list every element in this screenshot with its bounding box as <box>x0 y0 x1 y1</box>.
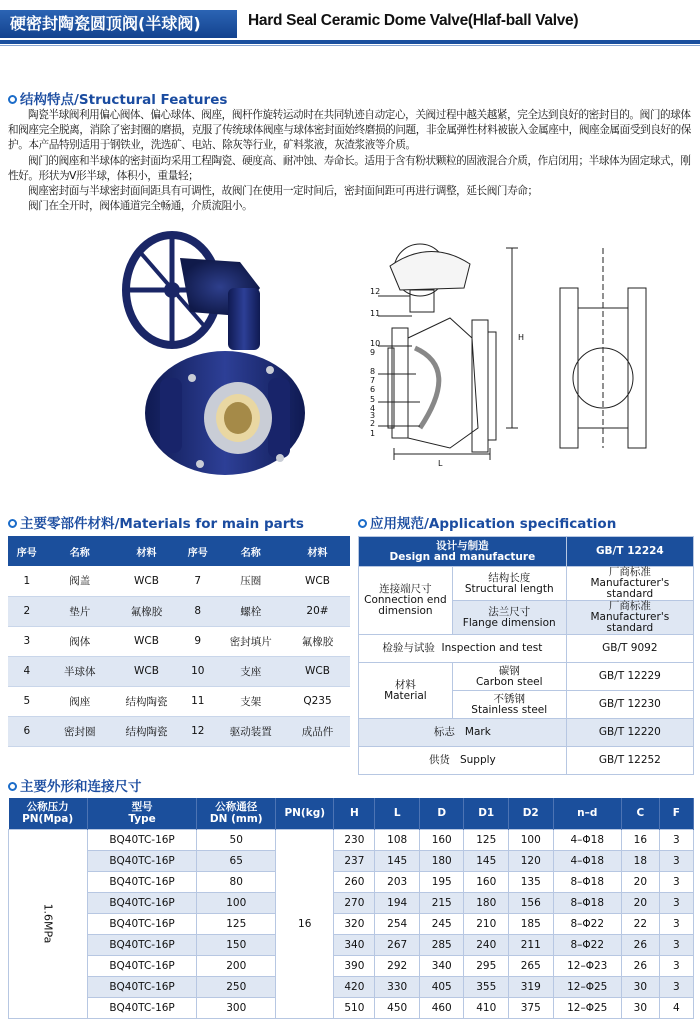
features-paragraph: 陶瓷半球阀利用偏心阀体、偏心球体、阀座，阀杆作旋转运动时在共同轨迹自动定心，关阀过程中越关越紧，完全达到良好的密封目的。阀门的球体和阀座完全脱离，消除了密封圈的磨损，克服了传统球体阀座与球体密封面始终磨损的问题，非金属弹性材料被嵌入金属座中，阀座金属面受到良好的保护。本产品特别适用于钢铁业，洗选矿、电站、除灰等行业，矿料浆液，灰渣浆液等介质。 <box>8 109 691 152</box>
table-cell: Q235 <box>285 686 350 716</box>
table-cell: 211 <box>508 934 553 955</box>
table-cell: 8–Φ22 <box>553 934 622 955</box>
table-cell: 26 <box>622 956 660 977</box>
table-cell: 4–Φ18 <box>553 850 622 871</box>
table-cell: 180 <box>419 850 464 871</box>
table-cell: 355 <box>464 977 509 998</box>
valve-drawing <box>360 228 690 468</box>
table-cell: 成品件 <box>285 716 350 746</box>
table-cell: 180 <box>464 892 509 913</box>
table-cell: 510 <box>334 998 375 1019</box>
table-cell: 108 <box>375 829 420 850</box>
table-header: n–d <box>553 798 622 829</box>
table-cell: WCB <box>114 656 179 686</box>
table-row <box>8 716 350 746</box>
table-cell: BQ40TC-16P <box>87 850 197 871</box>
table-cell: 标志 Mark <box>359 719 567 747</box>
table-cell: 阀体 <box>46 626 114 656</box>
table-cell: 30 <box>622 998 660 1019</box>
table-cell: 20 <box>622 892 660 913</box>
table-row <box>9 934 694 955</box>
table-row <box>359 537 694 567</box>
features-paragraph: 阀门在全开时，阀体通道完全畅通，介质流阻小。 <box>28 200 253 213</box>
drawing-label: 3 <box>370 411 376 420</box>
table-cell: 230 <box>334 829 375 850</box>
table-cell: 8–Φ18 <box>553 892 622 913</box>
table-cell: 4–Φ18 <box>553 829 622 850</box>
table-row <box>359 567 694 601</box>
table-cell: 碳钢 Carbon steel <box>452 663 566 691</box>
table-header: D <box>419 798 464 829</box>
table-cell: 厂商标准 Manufacturer's standard <box>566 601 693 635</box>
table-header: 设计与制造 Design and manufacture <box>359 537 567 567</box>
table-cell: 螺栓 <box>217 596 285 626</box>
table-cell: 265 <box>508 956 553 977</box>
table-cell: 160 <box>419 829 464 850</box>
table-cell: 200 <box>197 956 276 977</box>
table-cell: BQ40TC-16P <box>87 998 197 1019</box>
bullet-icon <box>8 95 17 104</box>
page-header <box>0 0 700 50</box>
table-cell: 80 <box>197 871 276 892</box>
table-cell: 11 <box>179 686 217 716</box>
table-cell: 65 <box>197 850 276 871</box>
table-header: 名称 <box>217 536 285 566</box>
table-cell: 驱动装置 <box>217 716 285 746</box>
table-cell: 8–Φ18 <box>553 871 622 892</box>
table-cell: 215 <box>419 892 464 913</box>
table-cell: 半球体 <box>46 656 114 686</box>
drawing-label: 2 <box>370 419 376 428</box>
table-cell: 连接端尺寸 Connection end dimension <box>359 567 453 635</box>
table-header-row <box>9 798 694 829</box>
table-cell: 100 <box>197 892 276 913</box>
drawing-label: 8 <box>370 367 376 376</box>
table-cell: 26 <box>622 934 660 955</box>
table-cell: 密封填片 <box>217 626 285 656</box>
table-cell: 20# <box>285 596 350 626</box>
table-row <box>8 596 350 626</box>
table-header: 材料 <box>285 536 350 566</box>
table-header: 名称 <box>46 536 114 566</box>
table-cell: 9 <box>179 626 217 656</box>
table-row <box>9 829 694 850</box>
table-cell: 不锈钢 Stainless steel <box>452 691 566 719</box>
table-row <box>9 850 694 871</box>
table-cell: 3 <box>659 977 693 998</box>
table-row <box>359 663 694 691</box>
table-row <box>8 566 350 596</box>
table-cell: 194 <box>375 892 420 913</box>
table-cell: 压圈 <box>217 566 285 596</box>
table-cell: 垫片 <box>46 596 114 626</box>
table-cell: 4 <box>659 998 693 1019</box>
table-cell: 260 <box>334 871 375 892</box>
table-cell: 320 <box>334 913 375 934</box>
table-cell: GB/T 12230 <box>566 691 693 719</box>
pressure-cell: 1.6MPa <box>9 829 88 1019</box>
drawing-label: 6 <box>370 385 376 394</box>
table-cell: WCB <box>114 566 179 596</box>
table-cell: 319 <box>508 977 553 998</box>
table-row <box>9 871 694 892</box>
table-cell: 50 <box>197 829 276 850</box>
table-cell: 330 <box>375 977 420 998</box>
table-cell: 145 <box>375 850 420 871</box>
table-cell: 3 <box>8 626 46 656</box>
table-header: 序号 <box>8 536 46 566</box>
application-section-title: 应用规范/Application specification <box>358 512 616 532</box>
table-cell: 210 <box>464 913 509 934</box>
table-cell: 6 <box>8 716 46 746</box>
table-cell: 125 <box>197 913 276 934</box>
table-cell: 3 <box>659 829 693 850</box>
table-cell: 2 <box>8 596 46 626</box>
drawing-label: 9 <box>370 348 376 357</box>
header-rule <box>0 40 700 44</box>
table-cell: BQ40TC-16P <box>87 956 197 977</box>
table-cell: 厂商标准 Manufacturer's standard <box>566 567 693 601</box>
table-cell: 支座 <box>217 656 285 686</box>
table-cell: 检验与试验 Inspection and test <box>359 635 567 663</box>
table-header: GB/T 12224 <box>566 537 693 567</box>
table-cell: 460 <box>419 998 464 1019</box>
table-cell: 270 <box>334 892 375 913</box>
features-paragraph: 阀座密封面与半球密封面间距具有可调性，故阀门在使用一定时间后，密封面间距可再进行调整，延长阀门寿命； <box>28 185 538 198</box>
table-header: 材料 <box>114 536 179 566</box>
table-header: D2 <box>508 798 553 829</box>
bullet-icon <box>8 782 17 791</box>
table-cell: 3 <box>659 956 693 977</box>
table-cell: 340 <box>419 956 464 977</box>
table-cell: 285 <box>419 934 464 955</box>
table-cell: 340 <box>334 934 375 955</box>
table-row <box>359 747 694 775</box>
table-cell: 12 <box>179 716 217 746</box>
chinese-title: 硬密封陶瓷圆顶阀(半球阀) <box>0 10 237 38</box>
bullet-icon <box>8 519 17 528</box>
drawing-label: 4 <box>370 404 376 413</box>
table-cell: 支架 <box>217 686 285 716</box>
table-row <box>9 977 694 998</box>
table-cell: 375 <box>508 998 553 1019</box>
drawing-label: 12 <box>370 287 381 296</box>
table-header: 序号 <box>179 536 217 566</box>
table-row <box>9 913 694 934</box>
drawing-label: 5 <box>370 395 376 404</box>
table-row <box>9 892 694 913</box>
table-header: 型号 Type <box>87 798 197 829</box>
table-cell: 4 <box>8 656 46 686</box>
table-cell: 30 <box>622 977 660 998</box>
table-cell: 1 <box>8 566 46 596</box>
table-cell: 295 <box>464 956 509 977</box>
table-header: L <box>375 798 420 829</box>
table-cell: 300 <box>197 998 276 1019</box>
table-cell: BQ40TC-16P <box>87 934 197 955</box>
drawing-label: 1 <box>370 429 376 438</box>
table-cell: GB/T 12220 <box>566 719 693 747</box>
table-cell: 100 <box>508 829 553 850</box>
table-row <box>8 626 350 656</box>
table-cell: GB/T 9092 <box>566 635 693 663</box>
features-paragraph: 阀门的阀座和半球体的密封面均采用工程陶瓷、硬度高、耐冲蚀、寿命长。适用于含有粉状颗粒的固液混合介质，作启闭用；半球体为固定球式，刚性好。形状为V形半球，体积小，重量轻； <box>8 154 691 182</box>
table-cell: 254 <box>375 913 420 934</box>
table-cell: 阀座 <box>46 686 114 716</box>
table-cell: BQ40TC-16P <box>87 829 197 850</box>
drawing-label: L <box>438 459 443 468</box>
table-row <box>8 686 350 716</box>
table-cell: 267 <box>375 934 420 955</box>
table-row <box>9 998 694 1019</box>
bullet-icon <box>358 519 367 528</box>
table-cell: 405 <box>419 977 464 998</box>
table-cell: 120 <box>508 850 553 871</box>
table-cell: 145 <box>464 850 509 871</box>
table-cell: 7 <box>179 566 217 596</box>
materials-section-title: 主要零部件材料/Materials for main parts <box>8 512 304 532</box>
table-cell: WCB <box>285 656 350 686</box>
table-cell: 156 <box>508 892 553 913</box>
table-cell: 12–Φ25 <box>553 977 622 998</box>
table-cell: 密封圈 <box>46 716 114 746</box>
table-header: D1 <box>464 798 509 829</box>
table-cell: 450 <box>375 998 420 1019</box>
header-rule-thin <box>0 45 700 46</box>
table-cell: 240 <box>464 934 509 955</box>
table-cell: GB/T 12229 <box>566 663 693 691</box>
table-cell: 氟橡胶 <box>285 626 350 656</box>
table-row <box>9 956 694 977</box>
drawing-label: 7 <box>370 376 376 385</box>
table-cell: 237 <box>334 850 375 871</box>
drawing-label: 10 <box>370 339 381 348</box>
dimensions-table <box>8 798 694 1019</box>
table-cell: GB/T 12252 <box>566 747 693 775</box>
table-cell: 16 <box>622 829 660 850</box>
table-cell: BQ40TC-16P <box>87 892 197 913</box>
table-cell: 3 <box>659 871 693 892</box>
table-cell: 3 <box>659 850 693 871</box>
table-cell: 245 <box>419 913 464 934</box>
table-header-row <box>8 536 350 566</box>
table-cell: 420 <box>334 977 375 998</box>
table-cell: 5 <box>8 686 46 716</box>
table-cell: WCB <box>114 626 179 656</box>
table-cell: 3 <box>659 892 693 913</box>
drawing-label: H <box>518 333 525 342</box>
table-cell: 结构陶瓷 <box>114 716 179 746</box>
table-cell: 10 <box>179 656 217 686</box>
table-header: H <box>334 798 375 829</box>
table-cell: 150 <box>197 934 276 955</box>
table-cell: 氟橡胶 <box>114 596 179 626</box>
table-cell: 18 <box>622 850 660 871</box>
table-cell: BQ40TC-16P <box>87 871 197 892</box>
features-text <box>8 108 694 214</box>
drawing-label: 11 <box>370 309 381 318</box>
table-cell: 结构长度 Structural length <box>452 567 566 601</box>
table-cell: 结构陶瓷 <box>114 686 179 716</box>
table-cell: WCB <box>285 566 350 596</box>
table-cell: 12–Φ23 <box>553 956 622 977</box>
materials-table <box>8 536 350 747</box>
table-cell: 3 <box>659 913 693 934</box>
table-cell: BQ40TC-16P <box>87 977 197 998</box>
table-cell: 195 <box>419 871 464 892</box>
table-cell: 160 <box>464 871 509 892</box>
features-section-title: 结构特点/Structural Features <box>8 88 227 108</box>
table-header: 公称通径 DN (mm) <box>197 798 276 829</box>
table-header: PN(kg) <box>276 798 334 829</box>
valve-photo <box>120 228 320 506</box>
table-header: C <box>622 798 660 829</box>
table-cell: 22 <box>622 913 660 934</box>
table-cell: 12–Φ25 <box>553 998 622 1019</box>
table-cell: 390 <box>334 956 375 977</box>
table-cell: 203 <box>375 871 420 892</box>
table-cell: 125 <box>464 829 509 850</box>
table-cell: 阀盖 <box>46 566 114 596</box>
table-cell: 供货 Supply <box>359 747 567 775</box>
table-cell: 8–Φ22 <box>553 913 622 934</box>
table-cell: 材料 Material <box>359 663 453 719</box>
table-row <box>8 656 350 686</box>
table-cell: 250 <box>197 977 276 998</box>
table-cell: 法兰尺寸 Flange dimension <box>452 601 566 635</box>
table-cell: 135 <box>508 871 553 892</box>
english-title: Hard Seal Ceramic Dome Valve(Hlaf-ball Valve) <box>248 12 579 29</box>
table-cell: 8 <box>179 596 217 626</box>
dimensions-section-title: 主要外形和连接尺寸 <box>8 775 142 795</box>
table-row <box>359 719 694 747</box>
table-cell: 20 <box>622 871 660 892</box>
table-cell: 3 <box>659 934 693 955</box>
table-header: 公称压力 PN(Mpa) <box>9 798 88 829</box>
application-table <box>358 536 694 775</box>
table-cell: BQ40TC-16P <box>87 913 197 934</box>
table-row <box>359 635 694 663</box>
table-header: F <box>659 798 693 829</box>
pn-kg-cell: 16 <box>276 829 334 1019</box>
table-cell: 410 <box>464 998 509 1019</box>
table-cell: 292 <box>375 956 420 977</box>
table-cell: 185 <box>508 913 553 934</box>
